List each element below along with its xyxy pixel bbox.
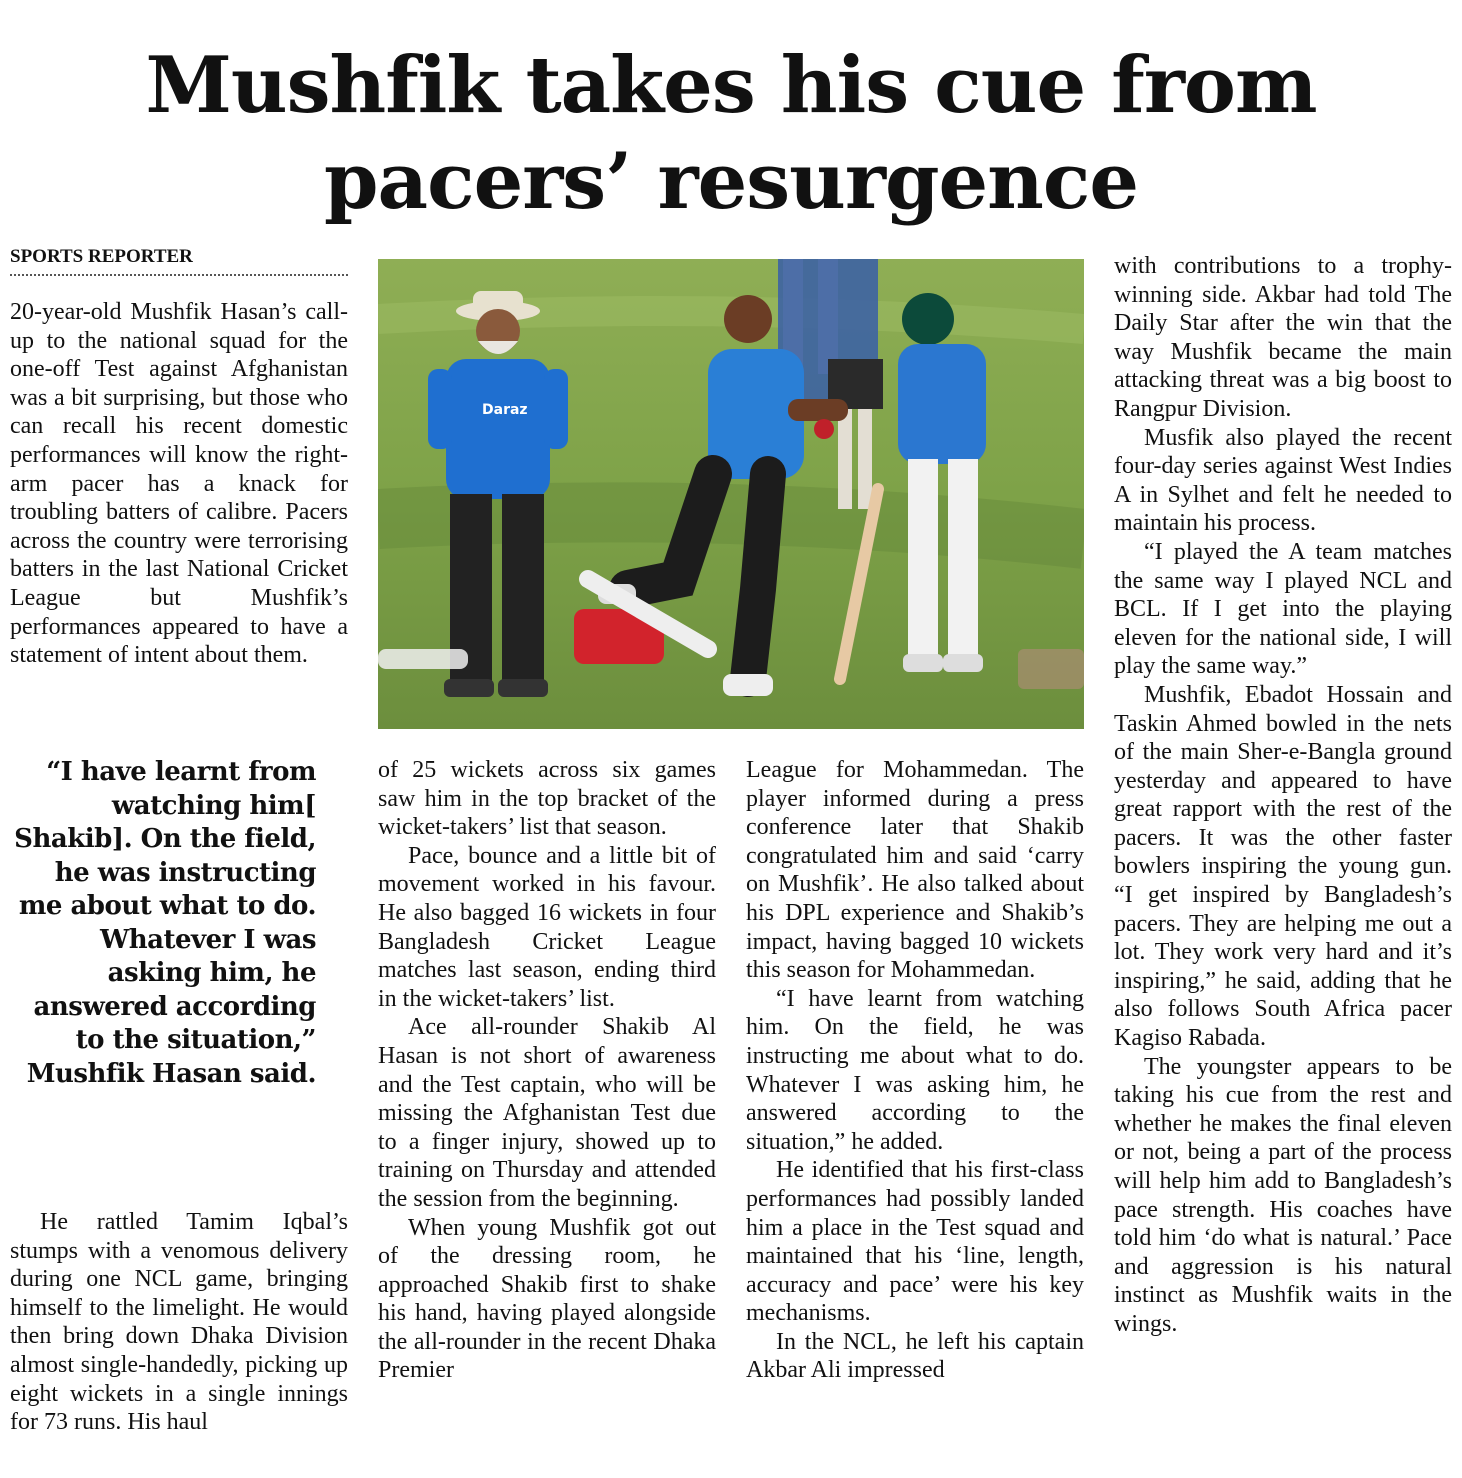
paragraph: “I have learnt from watching him. On the field, he was instructing me about what to do. Whatever I was asking him, he answered according to the situation,” he added. xyxy=(746,985,1084,1155)
paragraph: of 25 wickets across six games saw him in the top bracket of the wicket-takers’ list that season. xyxy=(378,757,716,841)
paragraph: He rattled Tamim Iqbal’s stumps with a venomous delivery during one NCL game, bringing himself to the limelight. He would then bring down Dhaka Division almost single-handedly, picking up eight wickets in a single innings for 73 runs. His haul xyxy=(10,1209,348,1436)
paragraph: When young Mushfik got out of the dressing room, he approached Shakib first to shake his hand, having played alongside the all-rounder in the recent Dhaka Premier xyxy=(378,1214,716,1384)
paragraph: Musfik also played the recent four-day series against West Indies A in Sylhet and felt he needed to maintain his process. xyxy=(1114,424,1452,537)
paragraph: Ace all-rounder Shakib Al Hasan is not short of awareness and the Test captain, who will be missing the Afghanistan Test due to a finger injury, showed up to training on Thursday and attended the session from the beginning. xyxy=(378,1014,716,1212)
byline: SPORTS REPORTER xyxy=(10,246,348,276)
jersey-logo-text: Daraz xyxy=(482,402,528,418)
pull-quote: “I have learnt from watching him[ Shakib]. On the field, he was instructing me about what to do. Whatever I was asking him, he answered according to the situation,” Mushfik Hasan said. xyxy=(14,757,316,1089)
column-3 xyxy=(746,756,1084,1385)
column-1-top xyxy=(10,298,348,670)
paragraph: Mushfik, Ebadot Hossain and Taskin Ahmed bowled in the nets of the main Sher-e-Bangla ground yesterday and appeared to have great rapport with the rest of the pacers. It was the other faster bowlers inspiring the young gun. “I get inspired by Bangladesh’s pacers. They are helping me out a lot. They work very hard and it’s inspiring,” he said, adding that he also follows South Africa pacer Kagiso Rabada. xyxy=(1114,681,1452,1052)
training-photo xyxy=(378,259,1084,729)
paragraph: “I played the A team matches the same way I played NCL and BCL. If I get into the playing eleven for the national side, I will play the same way.” xyxy=(1114,538,1452,680)
column-4 xyxy=(1114,252,1452,1339)
paragraph: Pace, bounce and a little bit of movement worked in his favour. He also bagged 16 wickets in four Bangladesh Cricket League matches last season, ending third in the wicket-takers’ list. xyxy=(378,842,716,1012)
paragraph: He identified that his first-class performances had possibly landed him a place in the Test squad and maintained that his ‘line, length, accuracy and pace’ were his key mechanisms. xyxy=(746,1157,1084,1327)
headline: Mushfik takes his cue from pacers’ resurgence xyxy=(145,40,1317,227)
paragraph: In the NCL, he left his captain Akbar Ali impressed xyxy=(746,1328,1084,1384)
column-1-bottom xyxy=(10,1208,348,1437)
column-2 xyxy=(378,756,716,1385)
paragraph: 20-year-old Mushfik Hasan’s call-up to the national squad for the one-off Test against Afghanistan was a bit surprising, but those who can recall his recent domestic performances will know the right-arm pacer has a knack for troubling batters of calibre. Pacers across the country were terrorising batters in the last National Cricket League but Mushfik’s performances appeared to have a statement of intent about them. xyxy=(10,299,348,669)
training-photo-illustration xyxy=(378,259,1084,729)
paragraph: The youngster appears to be taking his cue from the rest and whether he makes the final eleven or not, being a part of the process will help him add to Bangladesh’s pace strength. His coaches have told him ‘do what is natural.’ Pace and aggression is his natural instinct as Mushfik waits in the wings. xyxy=(1114,1053,1452,1337)
cricket-ball xyxy=(814,419,834,439)
paragraph: League for Mohammedan. The player informed during a press conference later that Shakib congratulated him and said ‘carry on Mushfik’. He also talked about his DPL experience and Shakib’s impact, having bagged 10 wickets this season for Mohammedan. xyxy=(746,757,1084,984)
paragraph: with contributions to a trophy-winning side. Akbar had told The Daily Star after the win that the way Mushfik became the main attacking threat was a big boost to Rangpur Division. xyxy=(1114,253,1452,422)
